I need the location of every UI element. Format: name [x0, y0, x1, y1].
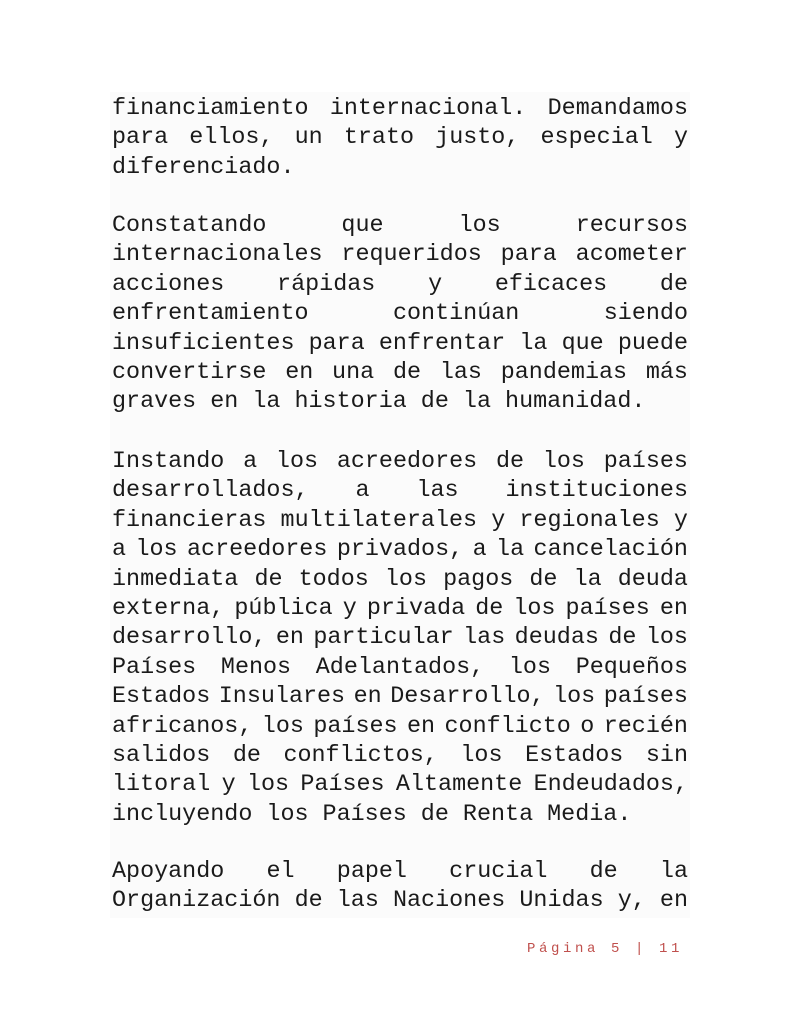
text-line: diferenciado. — [112, 154, 295, 181]
text-line: salidos de conflictos, los Estados sin — [112, 743, 688, 770]
text-line: desarrollo, en particular las deudas de los — [112, 625, 688, 652]
text-line: insuficientes para enfrentar la que puede — [112, 330, 688, 357]
text-line: para ellos, un trato justo, especial y — [112, 125, 688, 152]
text-line: Estados Insulares en Desarrollo, los países — [112, 684, 688, 711]
paragraph-3 — [112, 448, 688, 830]
text-line: africanos, los países en conflicto o recién — [112, 713, 688, 740]
text-line: convertirse en una de las pandemias más — [112, 360, 688, 387]
text-line: Constatando que los recursos — [112, 213, 688, 239]
paragraph-4 — [112, 858, 688, 917]
text-line: incluyendo los Países de Renta Media. — [112, 801, 632, 828]
paragraph-1 — [112, 95, 688, 183]
paragraph-2 — [112, 212, 688, 418]
text-line: externa, pública y privada de los países en — [112, 596, 688, 623]
text-line: Instando a los acreedores de los países — [112, 449, 688, 475]
text-line: inmediata de todos los pagos de la deuda — [112, 566, 688, 593]
text-line: enfrentamiento continúan siendo — [112, 301, 688, 328]
text-line: acciones rápidas y eficaces de — [112, 271, 688, 298]
text-line: financiamiento internacional. Demandamos — [112, 96, 688, 122]
text-line: Países Menos Adelantados, los Pequeños — [112, 654, 688, 681]
text-line: litoral y los Países Altamente Endeudados, — [112, 772, 688, 799]
text-line: internacionales requeridos para acometer — [112, 242, 688, 269]
text-line: Apoyando el papel crucial de la — [112, 859, 688, 885]
page-number: Página 5 | 11 — [527, 941, 684, 957]
text-line: a los acreedores privados, a la cancelación — [112, 537, 688, 564]
text-line: Organización de las Naciones Unidas y, en — [112, 888, 688, 915]
text-line: desarrollados, a las instituciones — [112, 478, 688, 505]
text-line: financieras multilaterales y regionales y — [112, 507, 688, 534]
text-line: graves en la historia de la humanidad. — [112, 389, 646, 416]
